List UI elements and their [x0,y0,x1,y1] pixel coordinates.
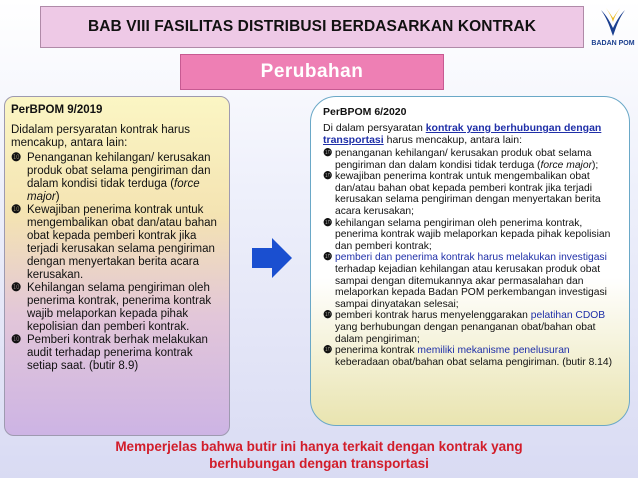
footer-line-2: berhubungan dengan transportasi [209,456,429,471]
badan-pom-logo-icon [598,6,628,38]
number-bullet-icon: ❿ [323,345,333,357]
left-panel-intro: Didalam persyaratan kontrak harus mencakup, antara lain: [11,124,190,149]
list-item: ❿ pemberi dan penerima kontrak harus melakukan investigasi terhadap kejadian kehilangan atau kerusakan produk obat sampai dengan ditemukannya akar permasalahan dan melaporkan kepada Badan POM perkembangan investigasi sampai dinyatakan selesai; [323,252,607,310]
right-panel-intro: Di dalam persyaratan kontrak yang berhubungan dengan transportasi harus mencakup, antara lain: [323,122,602,146]
number-bullet-icon: ❿ [11,152,22,164]
left-panel-header: PerBPOM 9/2019 [11,104,103,116]
list-item: ❿ Pemberi kontrak berhak melakukan audit terhadap penerima kontrak setiap saat. (butir 8.9) [11,334,208,372]
list-item: ❿ penerima kontrak memiliki mekanisme penelusuran keberadaan obat/bahan obat selama pengiriman. (butir 8.14) [323,345,613,368]
list-item: ❿ kehilangan selama pengiriman oleh penerima kontrak, penerima kontrak wajib melaporkan kepada pihak kepolisian dan pemberi kontrak; [323,217,611,252]
left-panel-perbpom-2019 [4,96,230,436]
right-panel-header: PerBPOM 6/2020 [323,106,407,118]
number-bullet-icon: ❿ [323,171,333,183]
footer-note [0,438,638,472]
list-item: ❿ Kehilangan selama pengiriman oleh penerima kontrak, penerima kontrak wajib melaporkan kepada pihak kepolisian dan pemberi kontrak. [11,282,212,333]
badan-pom-logo [590,6,636,50]
number-bullet-icon: ❿ [323,148,333,159]
right-arrow-icon [250,236,294,280]
footer-line-1: Memperjelas bahwa butir ini hanya terkait dengan kontrak yang [115,439,523,454]
banner-text: Perubahan [260,61,364,82]
number-bullet-icon: ❿ [11,204,22,216]
list-item: ❿ Kewajiban penerima kontrak untuk mengembalikan obat dan/atau bahan obat kepada pemberi kontrak jika terjadi kerusakan selama pengiriman dengan menyertakan berita acara kerusakan. [11,204,217,281]
number-bullet-icon: ❿ [323,217,333,229]
number-bullet-icon: ❿ [11,334,22,346]
right-panel-perbpom-2020 [310,96,630,426]
list-item: ❿ penanganan kehilangan/ kerusakan produk obat selama pengiriman dan dalam kondisi tidak terduga (force major); [323,148,599,171]
list-item: ❿ kewajiban penerima kontrak untuk mengembalikan obat dan/atau bahan obat kepada pemberi kontrak jika terjadi kerusakan selama pengiriman dengan menyertakan berita acara kerusakan; [323,171,601,217]
list-item: ❿ pemberi kontrak harus menyelenggarakan pelatihan CDOB yang berhubungan dengan penanganan obat/bahan obat dalam pengiriman; [323,310,606,345]
number-bullet-icon: ❿ [323,310,333,322]
number-bullet-icon: ❿ [323,252,333,264]
perubahan-banner [180,54,444,90]
number-bullet-icon: ❿ [11,282,22,294]
list-item: ❿ Penanganan kehilangan/ kerusakan produk obat selama pengiriman dan dalam kondisi tidak terduga (force major) [11,152,211,203]
logo-label: BADAN POM [591,40,635,47]
intro-emphasis: kontrak yang berhubungan dengan transportasi [323,122,602,146]
slide-title: BAB VIII FASILITAS DISTRIBUSI BERDASARKAN KONTRAK [87,18,537,35]
title-box [40,6,584,48]
